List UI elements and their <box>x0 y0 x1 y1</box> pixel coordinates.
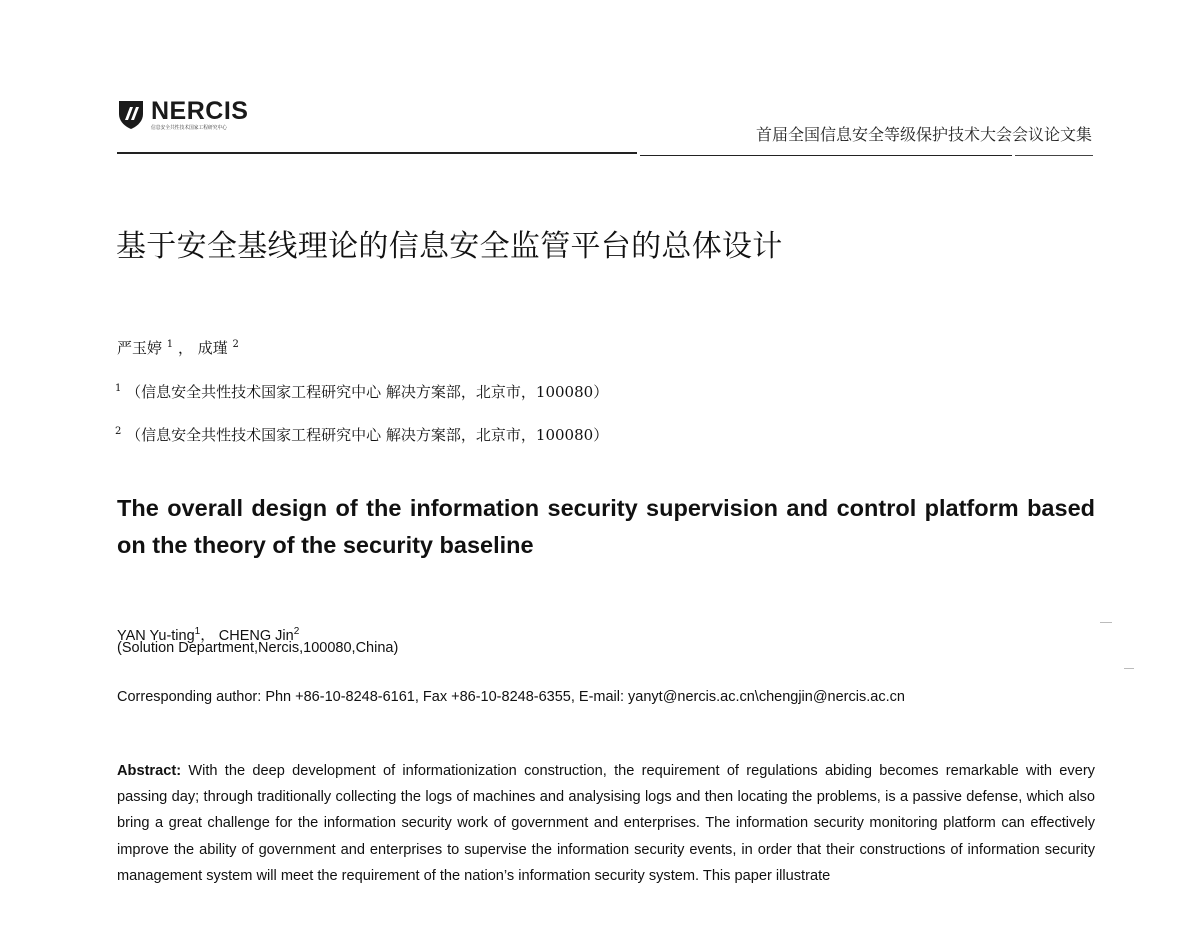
abstract-label: Abstract: <box>117 763 182 779</box>
author-2-sup: 2 <box>232 339 239 350</box>
corresponding-author: Corresponding author: Phn +86-10-8248-6161, Fax +86-10-8248-6355, E-mail: yanyt@nercis.ac.cn\chengjin@nercis.ac.cn <box>117 689 905 705</box>
logo-subtitle: 信息安全共性技术国家工程研究中心 <box>151 125 228 131</box>
affiliation-2-text: （信息安全共性技术国家工程研究中心 解决方案部，北京市，100080） <box>126 426 609 444</box>
logo-name: NERCIS <box>151 97 249 125</box>
affiliation-1-text: （信息安全共性技术国家工程研究中心 解决方案部，北京市，100080） <box>126 383 609 401</box>
author-2-en-sup: 2 <box>293 626 300 638</box>
nercis-logo <box>117 98 248 132</box>
margin-mark <box>1100 622 1112 623</box>
author-1-cn: 严玉婷 <box>117 339 163 357</box>
margin-mark <box>1124 668 1134 669</box>
affiliation-en: (Solution Department,Nercis,100080,China) <box>117 640 399 656</box>
paper-title-en: The overall design of the information security supervision and control platform based on the theory of the security baseline <box>117 495 1095 558</box>
paper-title-cn: 基于安全基线理论的信息安全监管平台的总体设计 <box>116 229 783 264</box>
affiliation-cn-2 <box>115 424 608 445</box>
author-1-en-sup: 1 <box>194 626 201 638</box>
authors-cn <box>117 337 239 358</box>
header-rule-left <box>117 152 637 154</box>
header-rule-end <box>1015 155 1093 156</box>
author-separator: ， <box>177 339 193 357</box>
author-2-en: CHENG Jin <box>218 628 294 644</box>
conference-title: 首届全国信息安全等级保护技术大会会议论文集 <box>755 125 1092 144</box>
abstract-text: With the deep development of informationization construction, the requirement of regulations abiding becomes remarkable with every passing day; through traditionally collecting the logs of machines and analysising logs and then locating the problems, is a passive defense, which also bring a great challenge for the information security work of government and enterprises. The information security monitoring platform can effectively improve the ability of government and enterprises to supervise the information security events, in order that their constructions of information security management system will meet the requirement of the nation’s information security system. This paper illustrate <box>117 763 1095 884</box>
affiliation-2-sup: 2 <box>115 426 122 437</box>
abstract <box>117 758 1095 889</box>
shield-icon <box>117 98 145 130</box>
author-1-sup: 1 <box>166 339 174 350</box>
author-1-en: YAN Yu-ting <box>117 628 195 644</box>
affiliation-1-sup: 1 <box>115 383 122 394</box>
author-2-cn: 成瑾 <box>197 339 228 357</box>
author-en-separator: ， <box>200 628 215 644</box>
affiliation-cn-1 <box>115 381 608 402</box>
header-rule-right <box>640 155 1012 156</box>
